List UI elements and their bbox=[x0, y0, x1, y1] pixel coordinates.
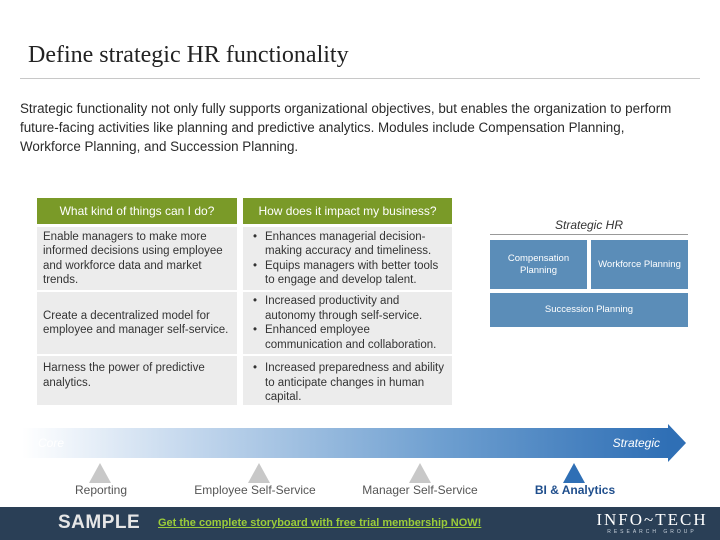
logo-wordmark: INFO~TECH bbox=[596, 510, 708, 529]
impact-list bbox=[253, 230, 444, 288]
table-row-2-impact bbox=[243, 292, 452, 354]
table-header-impact: How does it impact my business? bbox=[243, 198, 452, 224]
marker-label-employee-self-service: Employee Self-Service bbox=[194, 483, 316, 497]
impact-bullet: • Increased preparedness and ability to anticipate changes in human capital. bbox=[253, 361, 444, 405]
core-to-strategic-arrow bbox=[22, 428, 668, 458]
logo-subtitle: RESEARCH GROUP bbox=[607, 529, 697, 535]
slide-title: Define strategic HR functionality bbox=[28, 42, 349, 68]
table-row-1-capability bbox=[37, 227, 237, 290]
company-logo bbox=[592, 510, 712, 536]
title-divider bbox=[20, 78, 700, 79]
core-label: Core bbox=[38, 436, 65, 450]
arrow-head-icon bbox=[668, 424, 686, 462]
impact-bullet: • Equips managers with better tools to engage and develop talent. bbox=[253, 259, 444, 288]
impact-bullet: • Increased productivity and autonomy through self-service. bbox=[253, 294, 444, 323]
marker-label-reporting: Reporting bbox=[74, 483, 128, 497]
table-header-things: What kind of things can I do? bbox=[37, 198, 237, 224]
marker-label-bi-analytics: BI & Analytics bbox=[534, 483, 616, 497]
triangle-marker-highlighted-icon bbox=[563, 463, 585, 483]
strategic-hr-divider bbox=[490, 234, 688, 235]
trial-membership-link[interactable]: Get the complete storyboard with free trial membership NOW! bbox=[158, 517, 482, 529]
impact-bullet: • Enhanced employee communication and collaboration. bbox=[253, 323, 444, 352]
cell-text: Create a decentralized model for employee and manager self-service. bbox=[43, 309, 229, 336]
cell-text: Harness the power of predictive analytics. bbox=[43, 362, 205, 389]
marker-label-manager-self-service: Manager Self-Service bbox=[362, 483, 478, 497]
sample-label: SAMPLE bbox=[58, 512, 141, 533]
table-row-2-capability bbox=[37, 292, 237, 354]
intro-paragraph: Strategic functionality not only fully supports organizational objectives, but enables the organization to perform future-facing activities like planning and predictive analytics. Modules include Compensation Planning, Workforce Planning, and Succession Planning. bbox=[20, 101, 672, 154]
triangle-marker-icon bbox=[409, 463, 431, 483]
table-row-1-impact bbox=[243, 227, 452, 290]
impact-bullet: • Enhances managerial decision-making accuracy and timeliness. bbox=[253, 230, 444, 259]
impact-list bbox=[253, 361, 444, 405]
triangle-marker-icon bbox=[248, 463, 270, 483]
strategic-label: Strategic bbox=[612, 436, 660, 450]
module-compensation-planning: Compensation Planning bbox=[490, 240, 587, 289]
strategic-hr-title: Strategic HR bbox=[554, 218, 624, 232]
table-row-3-capability bbox=[37, 356, 237, 405]
module-workforce-planning: Workforce Planning bbox=[591, 240, 688, 289]
module-succession-planning: Succession Planning bbox=[490, 293, 688, 327]
triangle-marker-icon bbox=[89, 463, 111, 483]
impact-list bbox=[253, 294, 444, 352]
table-row-3-impact bbox=[243, 356, 452, 405]
cell-text: Enable managers to make more informed decisions using employee and workforce data and market trends. bbox=[43, 230, 223, 286]
